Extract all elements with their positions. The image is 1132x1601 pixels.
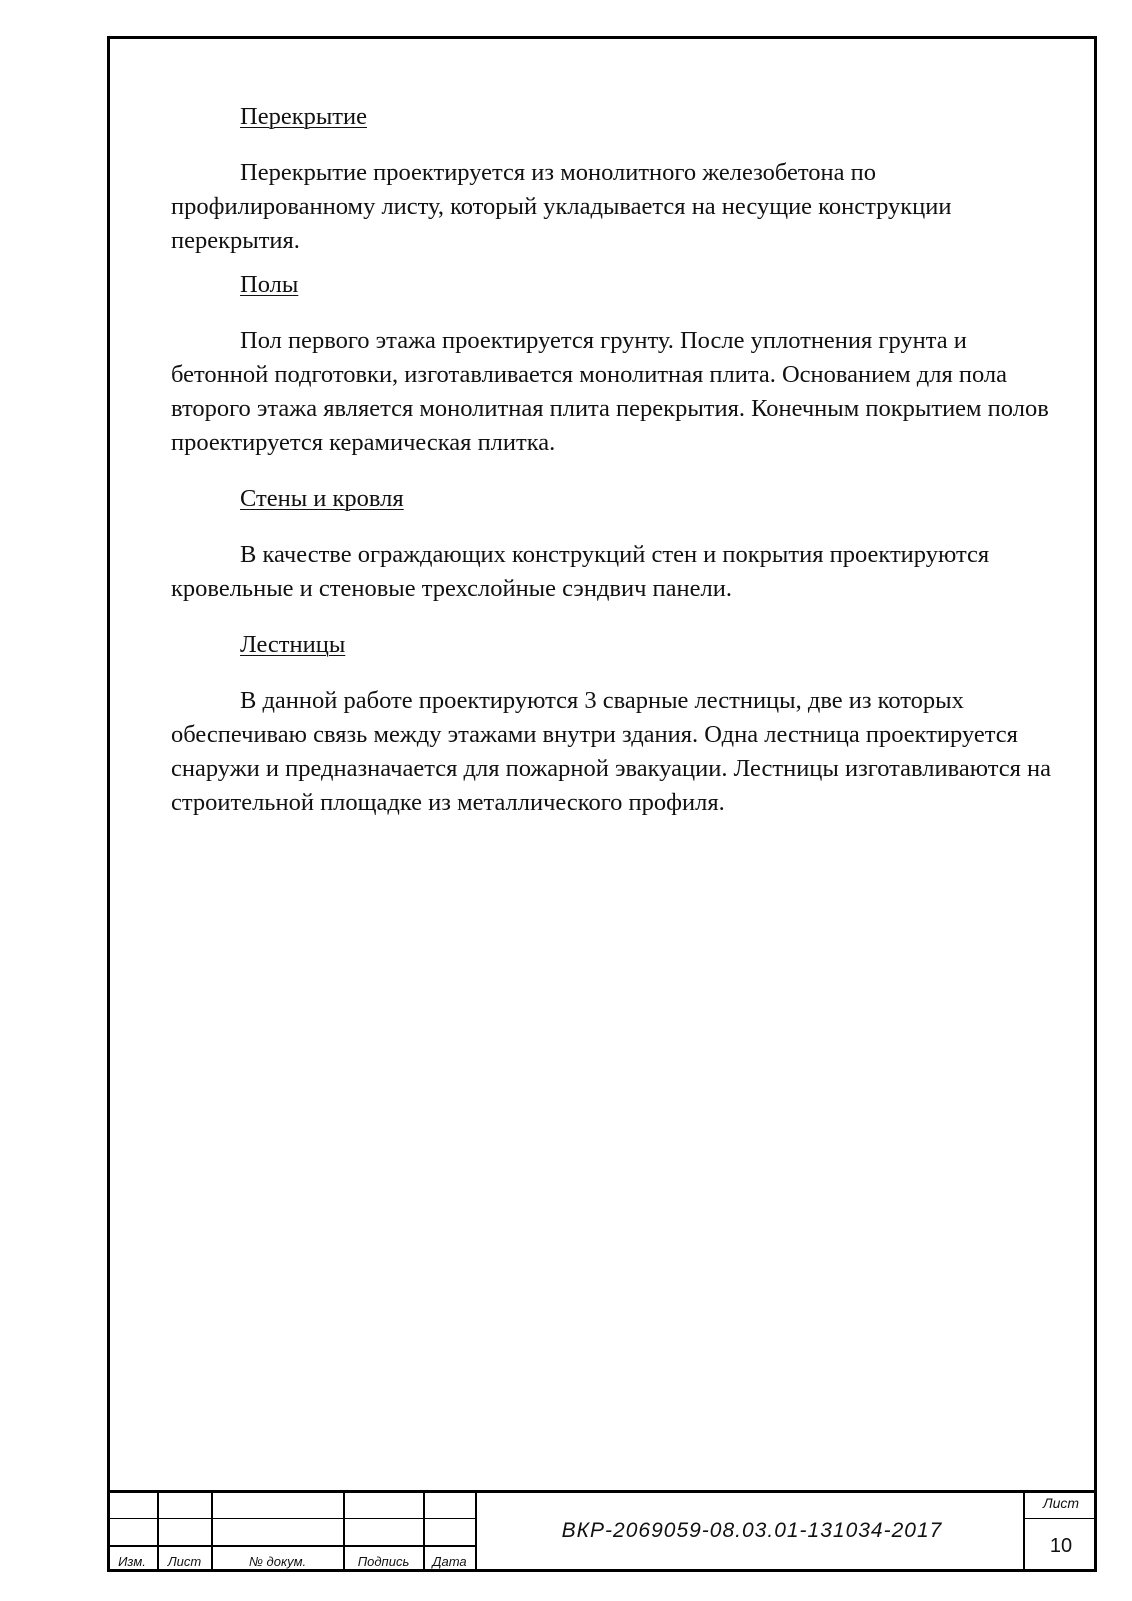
stamp-row-line (107, 1518, 475, 1519)
stamp-label-dokum: № докум. (248, 1554, 307, 1569)
stamp-label-list: Лист (167, 1554, 202, 1569)
stamp-label-data: Дата (432, 1554, 467, 1569)
stamp-row-line (1023, 1518, 1095, 1519)
stamp-label-podpis: Подпись (357, 1554, 410, 1569)
stamp-divider (475, 1493, 477, 1572)
section-heading-perekrytie: Перекрытие (240, 103, 367, 130)
stamp-row-line (107, 1545, 475, 1547)
section-heading-lestnitsy: Лестницы (240, 631, 346, 658)
section-text-lestnitsy: В данной работе проектируются 3 сварные лестницы, две из которых обеспечиваю связь между этажами внутри здания. Одна лестница проектируется снаружи и предназначается для пожарной эвакуации. Лестницы изготавливаются на строительной площадке из металлического профиля. (171, 687, 1051, 816)
section-text-steny-krovlya: В качестве ограждающих конструкций стен и покрытия проектируются кровельные и стеновые трехслойные сэндвич панели. (171, 541, 990, 602)
sheet-label: Лист (1042, 1495, 1080, 1511)
section-heading-poly: Полы (240, 271, 299, 298)
document-code: ВКР-2069059-08.03.01-131034-2017 (561, 1519, 943, 1542)
sheet-number: 10 (1049, 1535, 1073, 1557)
section-text-perekrytie: Перекрытие проектируется из монолитного железобетона по профилированному листу, который укладывается на несущие конструкции перекрытия. (171, 159, 952, 254)
section-text-poly: Пол первого этажа проектируется грунту. После уплотнения грунта и бетонной подготовки, изготавливается монолитная плита. Основанием для пола второго этажа является монолитная плита перекрытия. Конечным покрытием полов проектируется керамическая плитка. (171, 327, 1049, 456)
document-body (171, 100, 1051, 820)
title-block (107, 1490, 1097, 1572)
section-heading-steny-krovlya: Стены и кровля (240, 485, 404, 512)
stamp-label-izm: Изм. (118, 1554, 146, 1569)
